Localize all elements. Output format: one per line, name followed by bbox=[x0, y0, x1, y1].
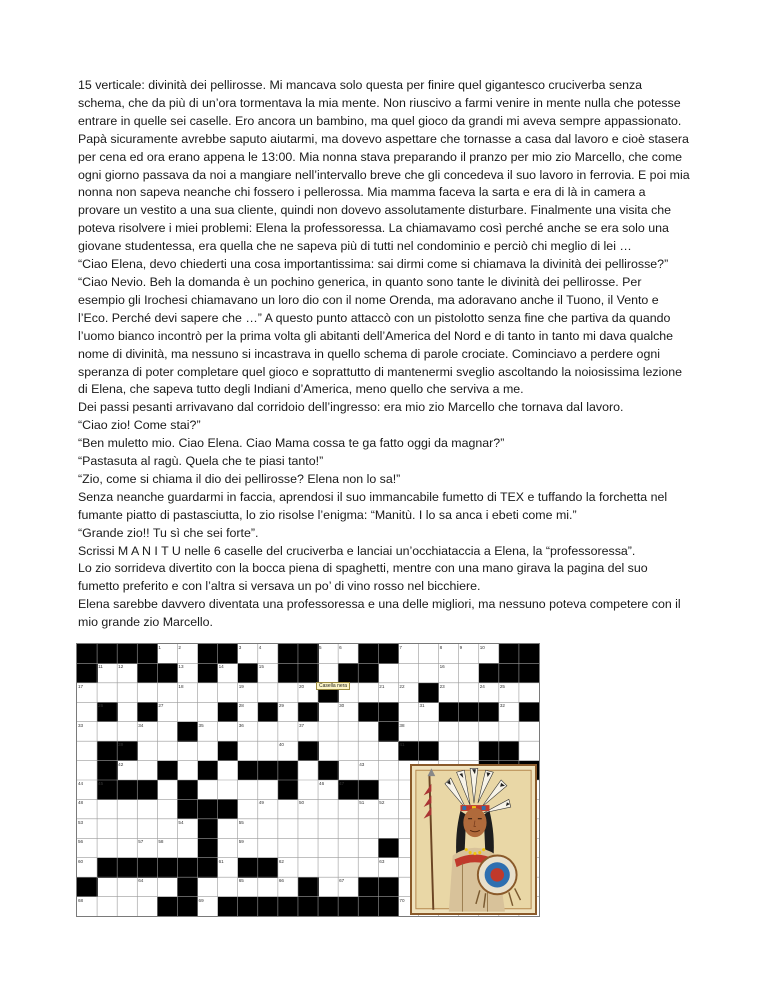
clue-number: 30 bbox=[339, 703, 345, 709]
clue-number: 18 bbox=[178, 683, 184, 689]
clue-number: 48 bbox=[78, 800, 84, 806]
clue-number: 70 bbox=[399, 897, 405, 903]
clue-number: 15 bbox=[258, 664, 264, 670]
clue-number: 63 bbox=[379, 858, 385, 864]
story-paragraph: “Ben muletto mio. Ciao Elena. Ciao Mama cossa te ga fatto oggi da magnar?” bbox=[78, 436, 505, 451]
clue-number: 49 bbox=[258, 800, 264, 806]
story-paragraph: “Zio, come si chiama il dio dei pellirosse? Elena non lo sa!” bbox=[78, 471, 401, 486]
clue-number: 39 bbox=[118, 742, 124, 748]
clue-number: 42 bbox=[118, 761, 124, 767]
story-paragraph: Scrissi M A N I T U nelle 6 caselle del cruciverba e lanciai un’occhiataccia a Elena, la “professoressa”. bbox=[78, 543, 636, 558]
clue-number: 20 bbox=[298, 683, 305, 689]
clue-number: 46 bbox=[319, 781, 325, 786]
clue-number: 6 bbox=[339, 645, 342, 650]
crossword-puzzle bbox=[76, 643, 540, 917]
story-paragraph: 15 verticale: divinità dei pellirosse. Mi mancava solo questa per finire quel gigantesco cruciverba senza schema, che da più di un’ora tormentava la mia mente. Non riuscivo a farmi venire in mente nulla che potesse entrare in quelle sei caselle. Ero ancora un bambino, ma quel gioco da grandi mi aveva sempre appassionato. Papà sicuramente avrebbe saputo aiutarmi, ma dovevo aspettare che tornasse a casa dal lavoro e cioè stasera per cena ed ora erano appena le 13:00. Mia nonna stava preparando il pranzo per mio zio Marcello, che come ogni giorno passava da noi a mangiare nell’intervallo breve che gli concedeva il suo lavoro in ferrovia. E poi mia nonna non sapeva neanche chi fossero i pellerossa. Mia mamma faceva la sarta e era di là in camera a provare un vestito a una sua cliente, quindi non dovevo assolutamente disturbare. Finalmente una visita che poteva risolvere i miei problemi: Elena la professoressa. La chiamavamo così perché anche se era solo una giovane studentessa, era quella che ne sapeva più di tutti nel condominio e perciò chi meglio di lei … bbox=[78, 78, 690, 254]
clue-number: 5 bbox=[319, 645, 322, 650]
clue-number: 33 bbox=[78, 722, 84, 728]
clue-number: 54 bbox=[178, 819, 184, 825]
story-paragraph: Senza neanche guardarmi in faccia, aprendosi il suo immancabile fumetto di TEX e tuffando la forchetta nel fumante piatto di pastasciutta, lo zio risolse l’enigma: “Manitù. I lo sa anca i ebeti come mi.” bbox=[78, 489, 668, 522]
clue-number: 61 bbox=[218, 858, 224, 864]
clue-number: 45 bbox=[98, 781, 104, 786]
clue-number: 59 bbox=[238, 839, 244, 845]
clue-number: 35 bbox=[198, 722, 204, 728]
clue-number: 25 bbox=[499, 683, 505, 689]
clue-number: 24 bbox=[479, 683, 485, 689]
clue-number: 31 bbox=[419, 703, 425, 709]
clue-number: 21 bbox=[379, 683, 385, 689]
clue-number: 68 bbox=[78, 897, 84, 903]
clue-number: 7 bbox=[399, 645, 402, 650]
clue-number: 13 bbox=[178, 664, 184, 670]
clue-number: 10 bbox=[479, 645, 485, 650]
story-paragraph: “Ciao Nevio. Beh la domanda è un pochino generica, in quanto sono tante le divinità dei pellirosse. Per esempio gli Irochesi chiamavano un loro dio con il nome Orenda, ma adoravano anche il Tuono, il Vento e l’Eco. Perché devi sapere che …” A questo punto attaccò con un pistolotto senza fine che partiva da quando l’uomo bianco incontrò per la prima volta gli abitanti dell’America del Nord e di tanto in tanto mi dava qualche nome di divinità, ma nessuno si incastrava in quello schema di parole crociate. Cominciavo a perdere ogni speranza di poter completare quel gioco e soprattutto di mantenermi sveglio ascoltando la noiosissima lezione di Elena, che sapeva tutto degli Indiani d’America, meno quello che serviva a me. bbox=[78, 274, 683, 397]
clue-number: 57 bbox=[138, 839, 144, 845]
clue-number: 44 bbox=[78, 781, 84, 786]
clue-number: 69 bbox=[198, 897, 204, 903]
clue-number: 3 bbox=[238, 645, 242, 650]
chief-illustration bbox=[412, 766, 535, 913]
clue-number: 19 bbox=[238, 683, 244, 689]
clue-number: 36 bbox=[238, 722, 244, 728]
story-paragraph: Dei passi pesanti arrivavano dal corridoio dell’ingresso: era mio zio Marcello che tornava dal lavoro. bbox=[78, 400, 624, 415]
clue-number: 51 bbox=[359, 800, 365, 806]
clue-number: 12 bbox=[118, 664, 124, 670]
clue-number: 23 bbox=[439, 683, 445, 689]
story-paragraph: “Grande zio!! Tu sì che sei forte”. bbox=[78, 525, 259, 540]
clue-number: 29 bbox=[278, 703, 284, 709]
clue-number: 17 bbox=[78, 683, 84, 689]
clue-number: 34 bbox=[138, 722, 144, 728]
clue-number: 2 bbox=[178, 645, 181, 650]
clue-number: 65 bbox=[238, 878, 244, 884]
clue-number: 67 bbox=[339, 878, 345, 884]
clue-number: 47 bbox=[339, 781, 345, 786]
story-paragraph: Lo zio sorrideva divertito con la bocca piena di spaghetti, mentre con una mano girava la pagina del suo fumetto preferito e con l’altra si versava un po’ di vino rosso nel bicchiere. bbox=[78, 561, 648, 594]
clue-number: 37 bbox=[298, 722, 305, 728]
clue-number: 11 bbox=[98, 664, 103, 670]
clue-number: 66 bbox=[278, 878, 284, 884]
native-american-chief-picture bbox=[410, 764, 537, 915]
clue-number: 58 bbox=[158, 839, 164, 845]
clue-number: 9 bbox=[459, 645, 463, 650]
clue-number: 41 bbox=[399, 742, 405, 748]
black-cell-tooltip: Casella nera bbox=[316, 682, 350, 690]
clue-number: 1 bbox=[158, 645, 161, 650]
clue-number: 8 bbox=[439, 645, 443, 650]
clue-number: 60 bbox=[78, 858, 84, 864]
story-paragraph: “Ciao zio! Come stai?” bbox=[78, 418, 201, 433]
clue-number: 16 bbox=[439, 664, 445, 670]
clue-number: 40 bbox=[278, 742, 284, 748]
clue-number: 26 bbox=[98, 703, 104, 709]
clue-number: 52 bbox=[379, 800, 385, 806]
clue-number: 53 bbox=[78, 819, 84, 825]
clue-number: 22 bbox=[399, 683, 405, 689]
clue-number: 4 bbox=[258, 645, 262, 650]
clue-number: 27 bbox=[158, 703, 164, 709]
story-text bbox=[78, 77, 690, 632]
story-paragraph: “Ciao Elena, devo chiederti una cosa importantissima: sai dirmi come si chiamava la divinità dei pellirosse?” bbox=[78, 257, 669, 272]
clue-number: 62 bbox=[278, 858, 284, 864]
clue-number: 50 bbox=[298, 800, 305, 806]
clue-number: 38 bbox=[399, 722, 405, 728]
clue-number: 64 bbox=[138, 878, 144, 884]
clue-number: 32 bbox=[499, 703, 505, 709]
story-paragraph: Elena sarebbe davvero diventata una professoressa e una delle migliori, ma nessuno poteva competere con il mio grande zio Marcello. bbox=[78, 597, 681, 630]
clue-number: 28 bbox=[238, 703, 244, 709]
story-paragraph: “Pastasuta al ragù. Quela che te piasi tanto!” bbox=[78, 454, 324, 469]
clue-number: 55 bbox=[238, 819, 244, 825]
clue-number: 43 bbox=[359, 761, 365, 767]
clue-number: 56 bbox=[78, 839, 84, 845]
clue-number: 14 bbox=[218, 664, 224, 670]
